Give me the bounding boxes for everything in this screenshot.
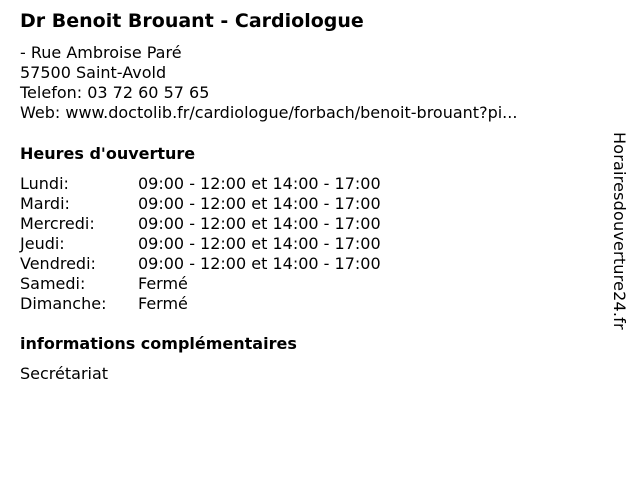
time-value: 09:00 - 12:00 et 14:00 - 17:00	[138, 214, 381, 233]
additional-info-heading: informations complémentaires	[20, 334, 297, 353]
hours-row-wednesday	[20, 214, 381, 234]
website-url: Web: www.doctolib.fr/cardiologue/forbach/benoit-brouant?pi...	[20, 103, 518, 122]
city-address: 57500 Saint-Avold	[20, 63, 167, 82]
hours-row-friday	[20, 254, 381, 274]
day-label: Dimanche:	[20, 294, 107, 313]
time-value: 09:00 - 12:00 et 14:00 - 17:00	[138, 194, 381, 213]
hours-row-tuesday	[20, 194, 381, 214]
time-value: 09:00 - 12:00 et 14:00 - 17:00	[138, 174, 381, 193]
time-value: 09:00 - 12:00 et 14:00 - 17:00	[138, 234, 381, 253]
opening-hours-table	[20, 174, 381, 314]
time-value: 09:00 - 12:00 et 14:00 - 17:00	[138, 254, 381, 273]
day-label: Mercredi:	[20, 214, 95, 233]
hours-row-saturday	[20, 274, 381, 294]
page-title: Dr Benoit Brouant - Cardiologue	[20, 10, 364, 32]
hours-row-thursday	[20, 234, 381, 254]
day-label: Samedi:	[20, 274, 86, 293]
additional-info-text: Secrétariat	[20, 364, 109, 383]
day-label: Lundi:	[20, 174, 69, 193]
opening-hours-heading: Heures d'ouverture	[20, 144, 196, 163]
hours-row-monday	[20, 174, 381, 194]
day-label: Jeudi:	[20, 234, 65, 253]
phone-number: Telefon: 03 72 60 57 65	[20, 83, 210, 102]
address-block	[20, 43, 517, 123]
hours-row-sunday	[20, 294, 381, 314]
time-value: Fermé	[138, 294, 188, 313]
day-label: Mardi:	[20, 194, 70, 213]
street-address: - Rue Ambroise Paré	[20, 43, 182, 62]
time-value: Fermé	[138, 274, 188, 293]
day-label: Vendredi:	[20, 254, 96, 273]
site-watermark: Horairesdouverture24.fr	[610, 132, 629, 330]
